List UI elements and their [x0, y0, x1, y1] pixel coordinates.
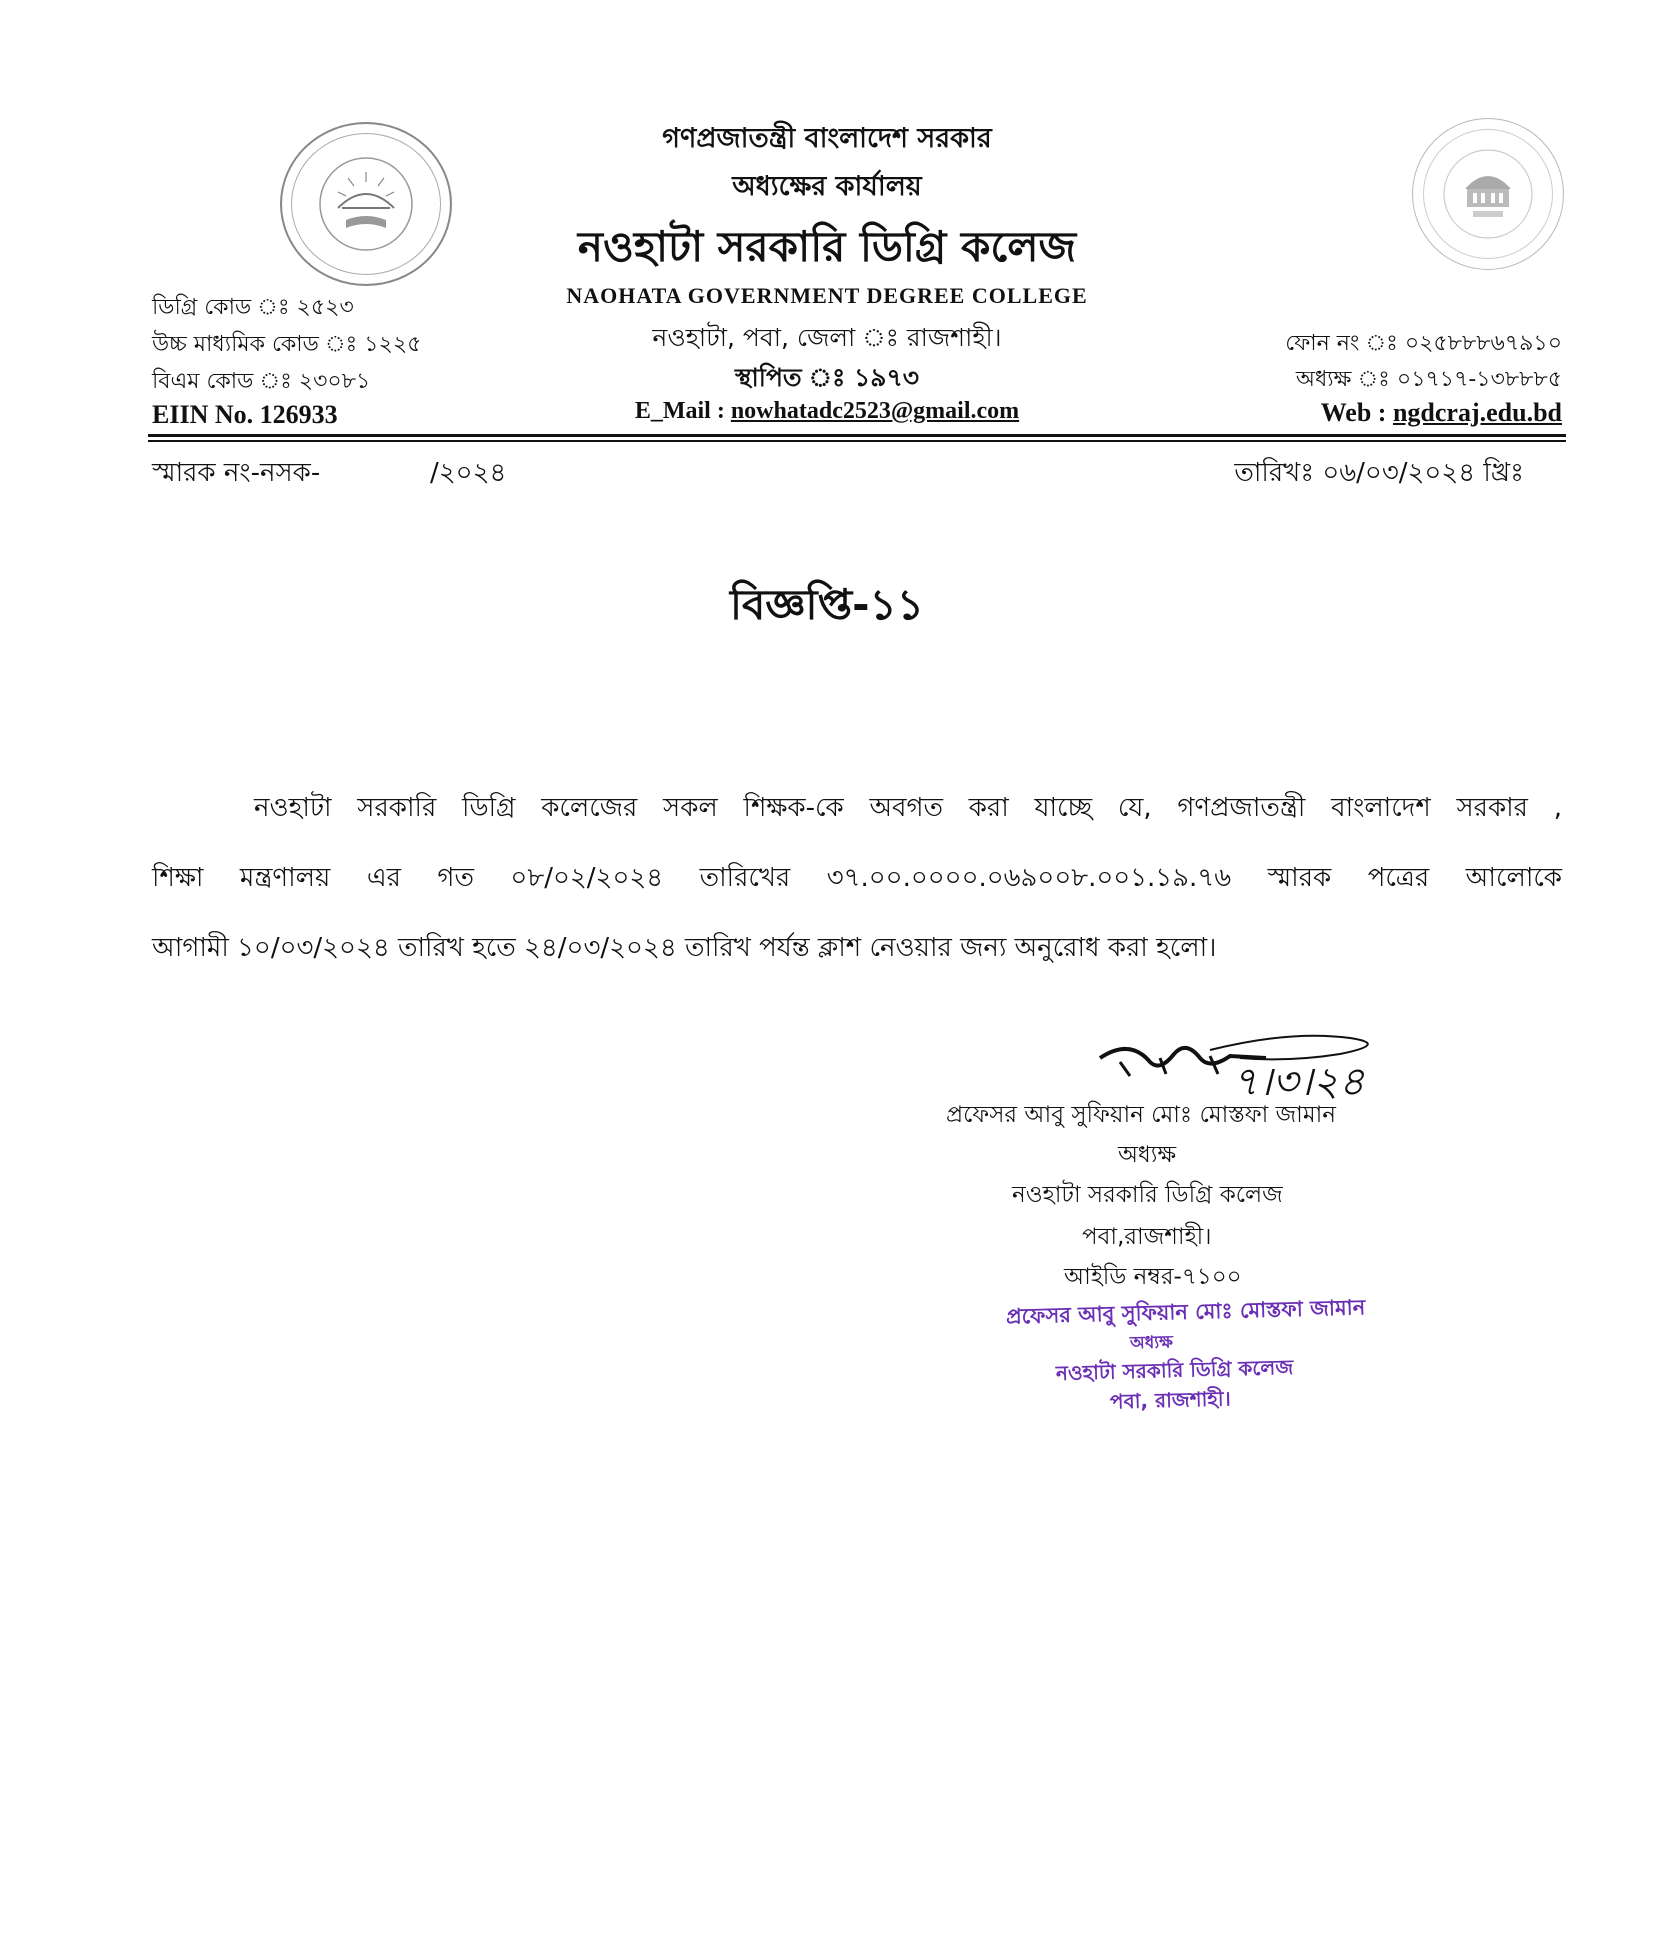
stamp-name: প্রফেসর আবু সুফিয়ান মোঃ মোস্তফা জামান: [1005, 1295, 1366, 1329]
email-label: E_Mail :: [634, 398, 731, 424]
established-year: স্থাপিত ঃ ১৯৭৩: [735, 363, 919, 392]
college-name-english: NAOHATA GOVERNMENT DEGREE COLLEGE: [566, 283, 1088, 308]
principal-phone: অধ্যক্ষ ঃ ০১৭১৭-১৩৮৮৮৫: [1295, 367, 1562, 392]
memo-number: স্মারক নং-নসক-: [152, 458, 321, 488]
government-heading: গণপ্রজাতন্ত্রী বাংলাদেশ সরকার: [662, 123, 992, 154]
notice-title: বিজ্ঞপ্তি-১১: [729, 580, 925, 629]
hsc-code: উচ্চ মাধ্যমিক কোড ঃ ১২২৫: [152, 332, 422, 357]
web-link[interactable]: ngdcraj.edu.bd: [1392, 398, 1562, 427]
stamp-college: নওহাটা সরকারি ডিগ্রি কলেজ: [1055, 1354, 1294, 1386]
header-divider-thick: [148, 434, 1566, 437]
handwritten-date: ৭।৩।২৪: [1232, 1059, 1365, 1105]
web-line: [1321, 398, 1562, 428]
stamp-designation: অধ্যক্ষ: [1129, 1332, 1174, 1354]
signatory-college: নওহাটা সরকারি ডিগ্রি কলেজ: [1012, 1182, 1283, 1208]
bm-code: বিএম কোড ঃ ২৩০৮১: [152, 369, 371, 394]
notice-body-line-3: আগামী ১০/০৩/২০২৪ তারিখ হতে ২৪/০৩/২০২৪ তারিখ পর্যন্ত ক্লাশ নেওয়ার জন্য অনুরোধ করা হলো।: [152, 933, 1217, 963]
memo-date: তারিখঃ ০৬/০৩/২০২৪ খ্রিঃ: [1234, 458, 1524, 488]
office-heading: অধ্যক্ষের কার্যালয়: [732, 171, 922, 202]
signatory-designation: অধ্যক্ষ: [1118, 1142, 1177, 1168]
eiin-number: EIIN No. 126933: [152, 400, 338, 429]
memo-year: /২০২৪: [430, 458, 507, 488]
header-divider-thin: [148, 440, 1566, 442]
signatory-name: প্রফেসর আবু সুফিয়ান মোঃ মোস্তফা জামান: [946, 1102, 1337, 1128]
college-address: নওহাটা, পবা, জেলা ঃ রাজশাহী।: [652, 323, 1002, 352]
degree-code: ডিগ্রি কোড ঃ ২৫২৩: [152, 295, 354, 320]
college-name-bangla: নওহাটা সরকারি ডিগ্রি কলেজ: [577, 222, 1077, 271]
web-label: Web :: [1320, 398, 1393, 427]
phone-number: ফোন নং ঃ ০২৫৮৮৮৬৭৯১০: [1285, 331, 1562, 356]
email-link[interactable]: nowhatadc2523@gmail.com: [730, 398, 1020, 424]
signatory-location: পবা,রাজশাহী।: [1082, 1224, 1212, 1250]
notice-body-line-1: নওহাটা সরকারি ডিগ্রি কলেজের সকল শিক্ষক-কে অবগত করা যাচ্ছে যে, গণপ্রজাতন্ত্রী বাংলাদেশ সরকার ,: [254, 793, 1562, 823]
notice-body-line-2: শিক্ষা মন্ত্রণালয় এর গত ০৮/০২/২০২৪ তারিখের ৩৭.০০.০০০০.০৬৯০০৮.০০১.১৯.৭৬ স্মারক পত্রের আলোকে: [152, 863, 1562, 893]
signatory-id: আইডি নম্বর-৭১০০: [1064, 1264, 1242, 1290]
stamp-location: পবা, রাজশাহী।: [1109, 1386, 1232, 1414]
